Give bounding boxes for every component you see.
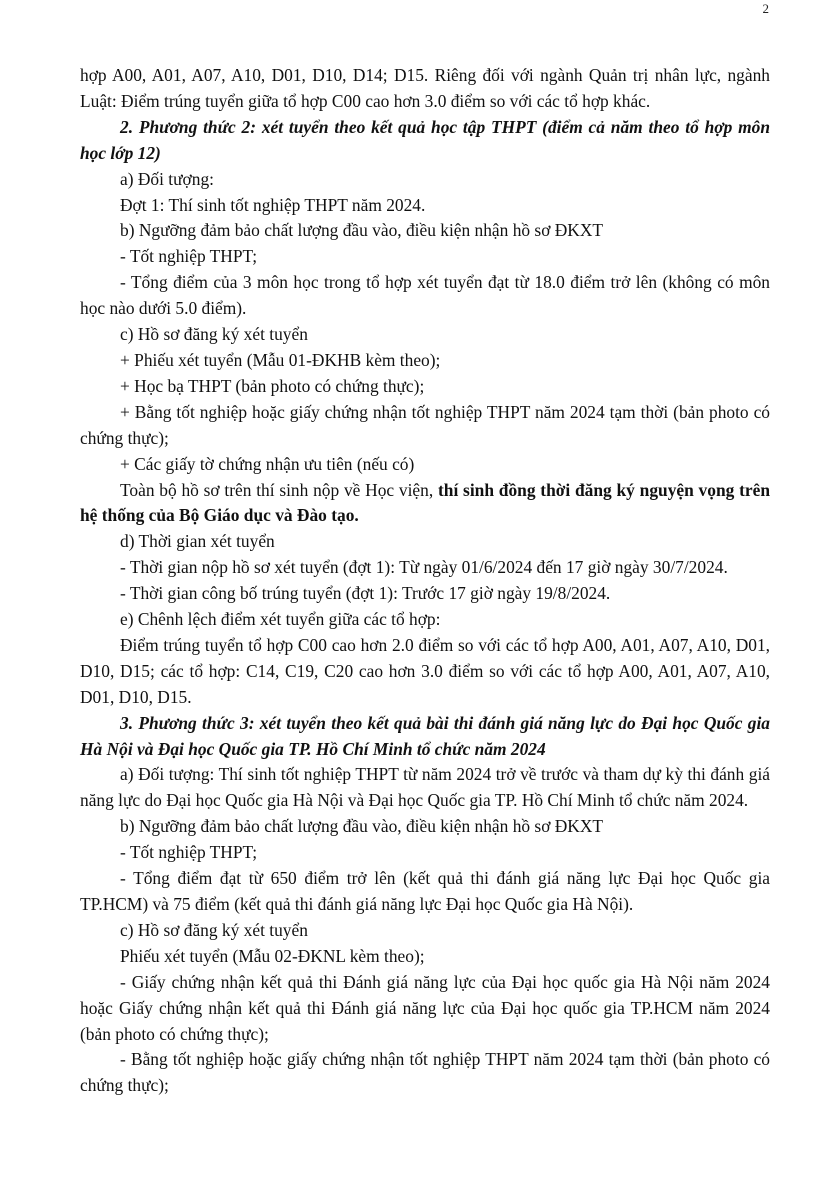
paragraph: - Thời gian nộp hồ sơ xét tuyển (đợt 1): Từ ngày 01/6/2024 đến 17 giờ ngày 30/7/2024. — [120, 557, 728, 578]
paragraph: a) Đối tượng: Thí sinh tốt nghiệp THPT từ năm 2024 trở về trước và tham dự kỳ thi đánh giá năng lực do Đại học Quốc gia Hà Nội và Đại học Quốc gia TP. Hồ Chí Minh tổ chức năm 2024. — [80, 764, 770, 811]
paragraph: - Thời gian công bố trúng tuyển (đợt 1): Trước 17 giờ ngày 19/8/2024. — [120, 583, 611, 604]
paragraph: Điểm trúng tuyển tổ hợp C00 cao hơn 2.0 điểm so với các tổ hợp A00, A01, A07, A10, D01, D10, D15; các tổ hợp: C14, C19, C20 cao hơn 3.0 điểm so với các tổ hợp A00, A01, A07, A10, D01, D10, D15. — [80, 634, 770, 707]
paragraph: - Tốt nghiệp THPT; — [120, 842, 258, 863]
paragraph: Đợt 1: Thí sinh tốt nghiệp THPT năm 2024. — [120, 194, 426, 215]
paragraph-with-bold-notice — [80, 478, 770, 530]
section-heading-method-2: 2. Phương thức 2: xét tuyển theo kết quả học tập THPT (điểm cả năm theo tổ hợp môn học lớp 12) — [80, 116, 770, 163]
bold-notice-text: thí sinh đồng thời đăng ký nguyện vọng trên hệ thống của Bộ Giáo dục và Đào tạo. — [80, 479, 770, 526]
paragraph: a) Đối tượng: — [120, 168, 214, 189]
paragraph: - Bằng tốt nghiệp hoặc giấy chứng nhận tốt nghiệp THPT năm 2024 tạm thời (bản photo có chứng thực); — [80, 1049, 770, 1096]
section-heading-method-3: 3. Phương thức 3: xét tuyển theo kết quả bài thi đánh giá năng lực do Đại học Quốc gia Hà Nội và Đại học Quốc gia TP. Hồ Chí Minh tổ chức năm 2024 — [80, 712, 770, 759]
paragraph: - Tốt nghiệp THPT; — [120, 246, 258, 267]
paragraph: d) Thời gian xét tuyển — [120, 531, 275, 552]
paragraph: - Giấy chứng nhận kết quả thi Đánh giá năng lực của Đại học quốc gia Hà Nội năm 2024 hoặc Giấy chứng nhận kết quả thi Đánh giá năng lực của Đại học quốc gia TP.HCM năm 2024 (bản photo có chứng thực); — [80, 971, 770, 1044]
paragraph-lead-text: Toàn bộ hồ sơ trên thí sinh nộp về Học viện, — [120, 479, 438, 500]
paragraph: b) Ngưỡng đảm bảo chất lượng đầu vào, điều kiện nhận hồ sơ ĐKXT — [120, 220, 604, 241]
paragraph: hợp A00, A01, A07, A10, D01, D10, D14; D15. Riêng đối với ngành Quản trị nhân lực, ngành Luật: Điểm trúng tuyển giữa tổ hợp C00 cao hơn 3.0 điểm so với các tổ hợp khác. — [80, 65, 770, 111]
paragraph: - Tổng điểm đạt từ 650 điểm trở lên (kết quả thi đánh giá năng lực Đại học Quốc gia TP.HCM) và 75 điểm (kết quả thi đánh giá năng lực Đại học Quốc gia Hà Nội). — [80, 868, 770, 914]
paragraph: + Các giấy tờ chứng nhận ưu tiên (nếu có) — [120, 453, 415, 474]
paragraph: c) Hồ sơ đăng ký xét tuyển — [120, 324, 308, 345]
paragraph: c) Hồ sơ đăng ký xét tuyển — [120, 919, 308, 940]
paragraph: e) Chênh lệch điểm xét tuyển giữa các tổ hợp: — [120, 609, 441, 630]
paragraph: - Tổng điểm của 3 môn học trong tổ hợp xét tuyển đạt từ 18.0 điểm trở lên (không có môn học nào dưới 5.0 điểm). — [80, 272, 770, 319]
paragraph: b) Ngưỡng đảm bảo chất lượng đầu vào, điều kiện nhận hồ sơ ĐKXT — [120, 816, 604, 837]
document-body — [80, 63, 770, 1099]
paragraph: Phiếu xét tuyển (Mẫu 02-ĐKNL kèm theo); — [120, 945, 425, 966]
paragraph: + Phiếu xét tuyển (Mẫu 01-ĐKHB kèm theo); — [120, 349, 441, 370]
paragraph: + Học bạ THPT (bản photo có chứng thực); — [120, 375, 425, 396]
page-number: 2 — [762, 1, 769, 16]
paragraph: + Bằng tốt nghiệp hoặc giấy chứng nhận tốt nghiệp THPT năm 2024 tạm thời (bản photo có chứng thực); — [80, 401, 770, 448]
